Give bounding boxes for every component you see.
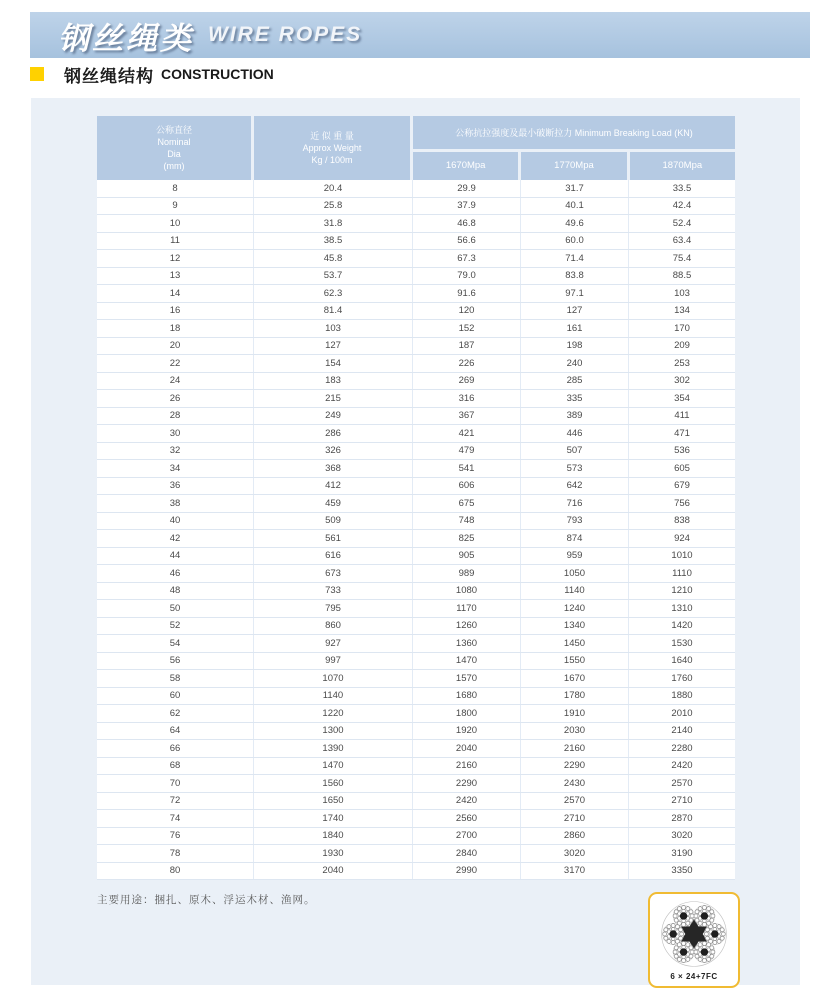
table-cell: 860 bbox=[254, 618, 412, 635]
table-row bbox=[97, 740, 735, 758]
table-cell: 2710 bbox=[521, 810, 628, 827]
table-cell: 67.3 bbox=[413, 250, 520, 267]
table-cell: 748 bbox=[413, 513, 520, 530]
table-row bbox=[97, 425, 735, 443]
table-row bbox=[97, 408, 735, 426]
table-row bbox=[97, 513, 735, 531]
table-cell: 37.9 bbox=[413, 198, 520, 215]
table-cell: 1050 bbox=[521, 565, 628, 582]
table-cell: 269 bbox=[413, 373, 520, 390]
table-cell: 13 bbox=[97, 268, 253, 285]
table-cell: 54 bbox=[97, 635, 253, 652]
header-grade-1670: 1670Mpa bbox=[413, 152, 518, 180]
table-cell: 152 bbox=[413, 320, 520, 337]
table-cell: 997 bbox=[254, 653, 412, 670]
table-row bbox=[97, 198, 735, 216]
table-cell: 825 bbox=[413, 530, 520, 547]
table-body bbox=[97, 180, 735, 880]
table-cell: 56 bbox=[97, 653, 253, 670]
table-cell: 91.6 bbox=[413, 285, 520, 302]
table-cell: 2290 bbox=[413, 775, 520, 792]
table-cell: 326 bbox=[254, 443, 412, 460]
table-cell: 78 bbox=[97, 845, 253, 862]
table-cell: 28 bbox=[97, 408, 253, 425]
table-row bbox=[97, 530, 735, 548]
table-cell: 26 bbox=[97, 390, 253, 407]
table-cell: 1570 bbox=[413, 670, 520, 687]
table-cell: 471 bbox=[629, 425, 735, 442]
header-line: (mm) bbox=[163, 161, 185, 171]
table-cell: 80 bbox=[97, 863, 253, 880]
table-cell: 316 bbox=[413, 390, 520, 407]
table-cell: 34 bbox=[97, 460, 253, 477]
header-nominal-dia bbox=[97, 116, 251, 180]
table-cell: 1930 bbox=[254, 845, 412, 862]
table-cell: 36 bbox=[97, 478, 253, 495]
table-cell: 187 bbox=[413, 338, 520, 355]
table-cell: 733 bbox=[254, 583, 412, 600]
header-grade-1870: 1870Mpa bbox=[630, 152, 735, 180]
table-cell: 64 bbox=[97, 723, 253, 740]
table-cell: 1530 bbox=[629, 635, 735, 652]
table-cell: 60.0 bbox=[521, 233, 628, 250]
table-cell: 874 bbox=[521, 530, 628, 547]
table-cell: 1470 bbox=[413, 653, 520, 670]
table-cell: 42 bbox=[97, 530, 253, 547]
table-row bbox=[97, 618, 735, 636]
table-cell: 24 bbox=[97, 373, 253, 390]
table-cell: 3350 bbox=[629, 863, 735, 880]
table-cell: 68 bbox=[97, 758, 253, 775]
table-row bbox=[97, 460, 735, 478]
banner-title-zh: 钢丝绳类 bbox=[58, 20, 194, 56]
table-row bbox=[97, 845, 735, 863]
table-cell: 285 bbox=[521, 373, 628, 390]
table-row bbox=[97, 250, 735, 268]
table-cell: 198 bbox=[521, 338, 628, 355]
table-cell: 11 bbox=[97, 233, 253, 250]
table-cell: 88.5 bbox=[629, 268, 735, 285]
table-cell: 60 bbox=[97, 688, 253, 705]
table-cell: 81.4 bbox=[254, 303, 412, 320]
table-cell: 48 bbox=[97, 583, 253, 600]
table-cell: 1800 bbox=[413, 705, 520, 722]
table-cell: 52.4 bbox=[629, 215, 735, 232]
table-row bbox=[97, 775, 735, 793]
table-cell: 795 bbox=[254, 600, 412, 617]
table-cell: 421 bbox=[413, 425, 520, 442]
header-breaking-load-group bbox=[413, 116, 735, 180]
table-row bbox=[97, 810, 735, 828]
table-cell: 103 bbox=[254, 320, 412, 337]
table-cell: 9 bbox=[97, 198, 253, 215]
section-heading bbox=[30, 64, 274, 84]
rope-cross-section-card bbox=[648, 892, 740, 988]
table-cell: 29.9 bbox=[413, 180, 520, 197]
table-cell: 1220 bbox=[254, 705, 412, 722]
table-row bbox=[97, 180, 735, 198]
table-cell: 74 bbox=[97, 810, 253, 827]
table-cell: 1140 bbox=[521, 583, 628, 600]
table-cell: 31.8 bbox=[254, 215, 412, 232]
table-row bbox=[97, 215, 735, 233]
table-cell: 8 bbox=[97, 180, 253, 197]
table-cell: 1920 bbox=[413, 723, 520, 740]
table-row bbox=[97, 443, 735, 461]
table-cell: 673 bbox=[254, 565, 412, 582]
table-cell: 209 bbox=[629, 338, 735, 355]
table-cell: 40 bbox=[97, 513, 253, 530]
table-cell: 1650 bbox=[254, 793, 412, 810]
table-header bbox=[97, 116, 735, 180]
table-cell: 50 bbox=[97, 600, 253, 617]
table-cell: 253 bbox=[629, 355, 735, 372]
rope-cross-section-icon bbox=[654, 897, 734, 971]
table-cell: 541 bbox=[413, 460, 520, 477]
table-cell: 3020 bbox=[521, 845, 628, 862]
table-cell: 66 bbox=[97, 740, 253, 757]
table-cell: 38 bbox=[97, 495, 253, 512]
table-cell: 38.5 bbox=[254, 233, 412, 250]
table-cell: 1310 bbox=[629, 600, 735, 617]
table-cell: 924 bbox=[629, 530, 735, 547]
table-row bbox=[97, 635, 735, 653]
table-cell: 286 bbox=[254, 425, 412, 442]
table-cell: 103 bbox=[629, 285, 735, 302]
table-cell: 25.8 bbox=[254, 198, 412, 215]
table-cell: 76 bbox=[97, 828, 253, 845]
table-cell: 1140 bbox=[254, 688, 412, 705]
table-cell: 40.1 bbox=[521, 198, 628, 215]
table-row bbox=[97, 320, 735, 338]
table-cell: 354 bbox=[629, 390, 735, 407]
table-cell: 63.4 bbox=[629, 233, 735, 250]
table-cell: 616 bbox=[254, 548, 412, 565]
table-cell: 642 bbox=[521, 478, 628, 495]
table-cell: 1640 bbox=[629, 653, 735, 670]
table-cell: 2870 bbox=[629, 810, 735, 827]
table-cell: 905 bbox=[413, 548, 520, 565]
table-cell: 46 bbox=[97, 565, 253, 582]
table-cell: 161 bbox=[521, 320, 628, 337]
table-cell: 226 bbox=[413, 355, 520, 372]
rope-construction-label: 6 × 24+7FC bbox=[670, 972, 718, 981]
table-cell: 46.8 bbox=[413, 215, 520, 232]
table-cell: 989 bbox=[413, 565, 520, 582]
header-line: Approx Weight bbox=[302, 143, 362, 153]
table-row bbox=[97, 600, 735, 618]
table-cell: 335 bbox=[521, 390, 628, 407]
table-cell: 412 bbox=[254, 478, 412, 495]
table-cell: 1740 bbox=[254, 810, 412, 827]
page-banner bbox=[30, 12, 810, 58]
table-cell: 56.6 bbox=[413, 233, 520, 250]
table-row bbox=[97, 373, 735, 391]
table-cell: 1240 bbox=[521, 600, 628, 617]
table-cell: 2140 bbox=[629, 723, 735, 740]
table-cell: 1110 bbox=[629, 565, 735, 582]
section-title-zh: 钢丝绳结构 bbox=[64, 66, 154, 86]
table-cell: 1840 bbox=[254, 828, 412, 845]
table-cell: 249 bbox=[254, 408, 412, 425]
table-cell: 70 bbox=[97, 775, 253, 792]
header-line: 公称直径 bbox=[155, 125, 192, 135]
table-cell: 459 bbox=[254, 495, 412, 512]
table-cell: 127 bbox=[254, 338, 412, 355]
table-cell: 1450 bbox=[521, 635, 628, 652]
table-row bbox=[97, 233, 735, 251]
table-cell: 1390 bbox=[254, 740, 412, 757]
table-cell: 62.3 bbox=[254, 285, 412, 302]
table-cell: 3170 bbox=[521, 863, 628, 880]
specification-table bbox=[97, 116, 735, 880]
table-cell: 679 bbox=[629, 478, 735, 495]
header-breaking-load: 公称抗拉强度及最小破断拉力 Minimum Breaking Load (KN) bbox=[413, 116, 735, 149]
table-cell: 42.4 bbox=[629, 198, 735, 215]
table-cell: 507 bbox=[521, 443, 628, 460]
table-row bbox=[97, 653, 735, 671]
table-cell: 16 bbox=[97, 303, 253, 320]
table-cell: 18 bbox=[97, 320, 253, 337]
table-cell: 1360 bbox=[413, 635, 520, 652]
table-cell: 170 bbox=[629, 320, 735, 337]
table-cell: 368 bbox=[254, 460, 412, 477]
table-row bbox=[97, 268, 735, 286]
table-cell: 83.8 bbox=[521, 268, 628, 285]
table-cell: 1680 bbox=[413, 688, 520, 705]
header-grade-row bbox=[413, 152, 735, 180]
table-cell: 2280 bbox=[629, 740, 735, 757]
table-row bbox=[97, 565, 735, 583]
table-cell: 2570 bbox=[629, 775, 735, 792]
table-cell: 509 bbox=[254, 513, 412, 530]
table-cell: 1260 bbox=[413, 618, 520, 635]
table-cell: 302 bbox=[629, 373, 735, 390]
table-cell: 927 bbox=[254, 635, 412, 652]
table-cell: 2420 bbox=[413, 793, 520, 810]
table-cell: 58 bbox=[97, 670, 253, 687]
table-cell: 2160 bbox=[413, 758, 520, 775]
table-cell: 367 bbox=[413, 408, 520, 425]
header-line: 近 似 重 量 bbox=[310, 131, 354, 141]
table-cell: 2040 bbox=[254, 863, 412, 880]
table-cell: 49.6 bbox=[521, 215, 628, 232]
table-cell: 2030 bbox=[521, 723, 628, 740]
table-cell: 22 bbox=[97, 355, 253, 372]
table-cell: 215 bbox=[254, 390, 412, 407]
section-title-en: CONSTRUCTION bbox=[161, 66, 274, 82]
table-cell: 1170 bbox=[413, 600, 520, 617]
header-approx-weight bbox=[254, 116, 410, 180]
table-cell: 20 bbox=[97, 338, 253, 355]
table-cell: 389 bbox=[521, 408, 628, 425]
table-cell: 52 bbox=[97, 618, 253, 635]
table-cell: 45.8 bbox=[254, 250, 412, 267]
table-cell: 1010 bbox=[629, 548, 735, 565]
table-cell: 14 bbox=[97, 285, 253, 302]
table-cell: 2430 bbox=[521, 775, 628, 792]
banner-title-en: WIRE ROPES bbox=[208, 23, 363, 46]
table-cell: 62 bbox=[97, 705, 253, 722]
yellow-bullet-icon bbox=[30, 67, 44, 81]
header-line: Nominal bbox=[157, 137, 191, 147]
table-cell: 127 bbox=[521, 303, 628, 320]
table-cell: 10 bbox=[97, 215, 253, 232]
table-cell: 959 bbox=[521, 548, 628, 565]
table-cell: 1420 bbox=[629, 618, 735, 635]
table-row bbox=[97, 495, 735, 513]
table-cell: 2560 bbox=[413, 810, 520, 827]
table-cell: 44 bbox=[97, 548, 253, 565]
table-cell: 1300 bbox=[254, 723, 412, 740]
table-cell: 411 bbox=[629, 408, 735, 425]
table-row bbox=[97, 723, 735, 741]
table-cell: 120 bbox=[413, 303, 520, 320]
table-cell: 2420 bbox=[629, 758, 735, 775]
table-cell: 12 bbox=[97, 250, 253, 267]
table-cell: 479 bbox=[413, 443, 520, 460]
table-cell: 2290 bbox=[521, 758, 628, 775]
table-cell: 2160 bbox=[521, 740, 628, 757]
table-cell: 2010 bbox=[629, 705, 735, 722]
table-cell: 2840 bbox=[413, 845, 520, 862]
table-cell: 2040 bbox=[413, 740, 520, 757]
table-cell: 240 bbox=[521, 355, 628, 372]
table-row bbox=[97, 390, 735, 408]
table-row bbox=[97, 670, 735, 688]
table-cell: 1210 bbox=[629, 583, 735, 600]
table-cell: 675 bbox=[413, 495, 520, 512]
table-cell: 31.7 bbox=[521, 180, 628, 197]
table-cell: 2700 bbox=[413, 828, 520, 845]
table-row bbox=[97, 583, 735, 601]
table-cell: 1340 bbox=[521, 618, 628, 635]
table-cell: 32 bbox=[97, 443, 253, 460]
table-cell: 573 bbox=[521, 460, 628, 477]
table-cell: 446 bbox=[521, 425, 628, 442]
table-row bbox=[97, 355, 735, 373]
table-cell: 79.0 bbox=[413, 268, 520, 285]
table-cell: 72 bbox=[97, 793, 253, 810]
table-row bbox=[97, 828, 735, 846]
table-row bbox=[97, 478, 735, 496]
table-cell: 1070 bbox=[254, 670, 412, 687]
table-cell: 30 bbox=[97, 425, 253, 442]
table-row bbox=[97, 548, 735, 566]
table-cell: 183 bbox=[254, 373, 412, 390]
table-cell: 154 bbox=[254, 355, 412, 372]
table-cell: 75.4 bbox=[629, 250, 735, 267]
table-row bbox=[97, 793, 735, 811]
table-row bbox=[97, 705, 735, 723]
table-cell: 838 bbox=[629, 513, 735, 530]
table-cell: 561 bbox=[254, 530, 412, 547]
table-cell: 97.1 bbox=[521, 285, 628, 302]
table-cell: 20.4 bbox=[254, 180, 412, 197]
table-row bbox=[97, 688, 735, 706]
table-cell: 1910 bbox=[521, 705, 628, 722]
header-line: Dia bbox=[167, 149, 181, 159]
table-cell: 606 bbox=[413, 478, 520, 495]
table-cell: 2570 bbox=[521, 793, 628, 810]
table-cell: 2860 bbox=[521, 828, 628, 845]
table-cell: 2710 bbox=[629, 793, 735, 810]
table-row bbox=[97, 303, 735, 321]
table-cell: 605 bbox=[629, 460, 735, 477]
table-cell: 134 bbox=[629, 303, 735, 320]
table-cell: 1670 bbox=[521, 670, 628, 687]
table-row bbox=[97, 285, 735, 303]
table-cell: 536 bbox=[629, 443, 735, 460]
table-cell: 33.5 bbox=[629, 180, 735, 197]
table-cell: 3020 bbox=[629, 828, 735, 845]
table-cell: 71.4 bbox=[521, 250, 628, 267]
table-cell: 756 bbox=[629, 495, 735, 512]
table-row bbox=[97, 338, 735, 356]
table-cell: 1470 bbox=[254, 758, 412, 775]
table-cell: 1560 bbox=[254, 775, 412, 792]
table-cell: 716 bbox=[521, 495, 628, 512]
table-row bbox=[97, 758, 735, 776]
table-cell: 1550 bbox=[521, 653, 628, 670]
table-cell: 1880 bbox=[629, 688, 735, 705]
table-cell: 2990 bbox=[413, 863, 520, 880]
table-cell: 793 bbox=[521, 513, 628, 530]
table-cell: 1080 bbox=[413, 583, 520, 600]
usage-note: 主要用途：捆扎、原木、浮运木材、渔网。 bbox=[97, 894, 316, 906]
table-cell: 1760 bbox=[629, 670, 735, 687]
header-grade-1770: 1770Mpa bbox=[521, 152, 626, 180]
header-line: Kg / 100m bbox=[311, 155, 353, 165]
table-cell: 1780 bbox=[521, 688, 628, 705]
table-cell: 53.7 bbox=[254, 268, 412, 285]
table-row bbox=[97, 863, 735, 881]
table-cell: 3190 bbox=[629, 845, 735, 862]
